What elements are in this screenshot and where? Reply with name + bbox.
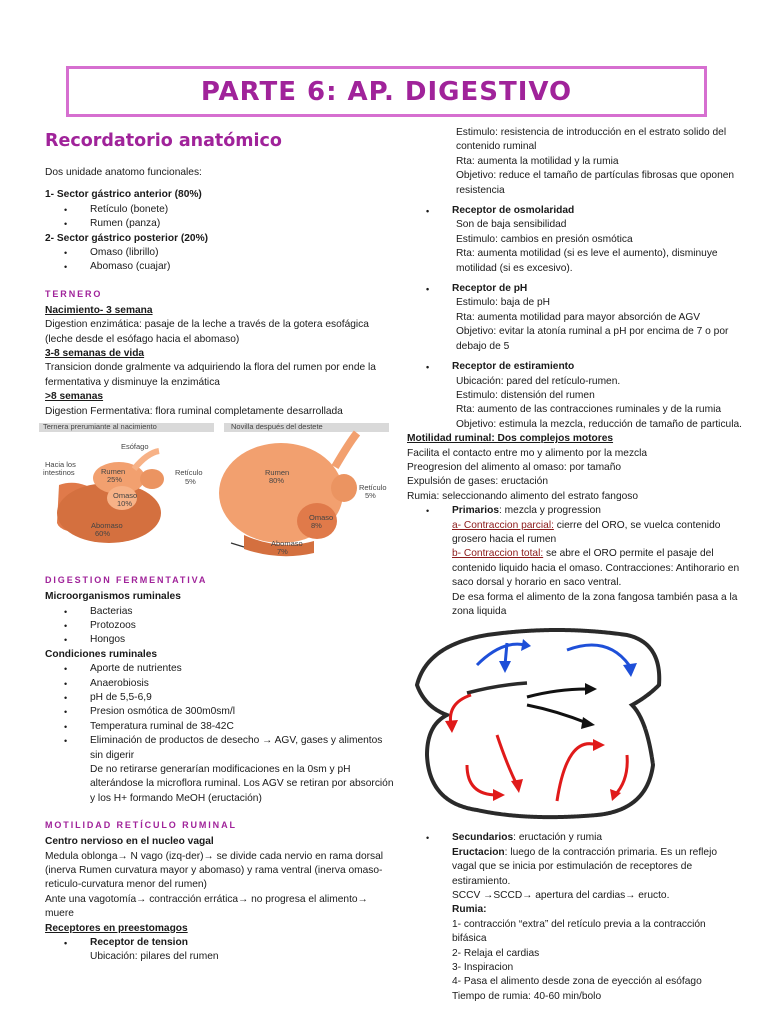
osmo-line: Estimulo: cambios en presión osmótica bbox=[456, 233, 633, 245]
rumia-line: 1- contracción “extra” del retículo previa a la contracción bifásica bbox=[452, 918, 706, 945]
centro-title: Centro nervioso en el nucleo vagal bbox=[45, 836, 214, 848]
rumia-line: Tiempo de rumia: 40-60 min/bolo bbox=[452, 990, 602, 1002]
figure-caption-left: Ternera prerumiante al nacimiento bbox=[43, 422, 157, 432]
figure-label: 60% bbox=[95, 529, 111, 539]
eructacion-label: Eructacion bbox=[452, 846, 505, 858]
list-item: • Receptor de tension bbox=[45, 936, 395, 950]
list-item: • Hongos bbox=[45, 633, 395, 647]
rumia-line: 3- Inspiracion bbox=[452, 962, 514, 974]
list-item: • Temperatura ruminal de 38-42C bbox=[45, 720, 395, 734]
primarios-label: Primarios bbox=[452, 505, 499, 517]
dig-ferm-heading: DIGESTION FERMENTATIVA bbox=[45, 575, 208, 586]
list-item: • Rumen (panza) bbox=[45, 217, 395, 231]
list-item: • Eliminación de productos de desecho → AGV, gases y alimentos sin digerir bbox=[45, 734, 395, 763]
ph-line: Rta: aumenta motilidad para mayor absorción de AGV bbox=[456, 311, 701, 323]
section-heading: Recordatorio anatómico bbox=[45, 131, 282, 151]
list-item: • Aporte de nutrientes bbox=[45, 662, 395, 676]
list-item: • Bacterias bbox=[45, 605, 395, 619]
primarios-list bbox=[407, 504, 742, 518]
title-box bbox=[66, 66, 707, 117]
list-item: • Omaso (librillo) bbox=[45, 246, 395, 260]
sector2-title: 2- Sector gástrico posterior (20%) bbox=[45, 232, 209, 244]
secundarios-list bbox=[407, 831, 742, 845]
contraccion-b-2: De esa forma el alimento de la zona fangosa también pasa a la zona liquida bbox=[452, 591, 738, 617]
list-item: • Abomaso (cuajar) bbox=[45, 260, 395, 274]
contraccion-a-label: a- Contraccion parcial: bbox=[452, 519, 554, 531]
motilidad-heading: MOTILIDAD RETÍCULO RUMINAL bbox=[45, 820, 237, 831]
figure-label: Rumen bbox=[265, 468, 290, 478]
figure-label: Abomaso bbox=[271, 539, 303, 549]
motil-line: Rumia: seleccionando alimento del estrato fangoso bbox=[407, 490, 639, 502]
cond-list bbox=[45, 662, 395, 763]
figure-label: 5% bbox=[185, 477, 196, 487]
tension-line: Objetivo: reduce el tamaño de partículas fibrosas que oponen resistencia bbox=[456, 170, 735, 196]
list-item: • Presion osmótica de 300m0sm/l bbox=[45, 705, 395, 719]
micro-title: Microorganismos ruminales bbox=[45, 591, 181, 603]
sector1-list bbox=[45, 203, 395, 232]
medula-text: Medula oblonga→ N vago (izq-der)→ se divide cada nervio en rama dorsal (inerva Rumen curvatura mayor y abomaso) y rama ventral (inerva omaso-reticulo-curvatura menor del rumen) bbox=[45, 850, 384, 891]
list-item: • Receptor de estiramiento bbox=[407, 360, 742, 374]
mas8-text: Digestion Fermentativa: flora ruminal completamente desarrollada bbox=[45, 405, 343, 417]
figure-label: Retículo bbox=[359, 483, 387, 493]
eructacion-text bbox=[407, 846, 742, 889]
micro-list bbox=[45, 605, 395, 648]
figure-label: Retículo bbox=[175, 468, 203, 478]
secundarios-rest: : eructación y rumia bbox=[513, 832, 603, 844]
figure-label: Omaso bbox=[113, 491, 138, 501]
figure-label: intestinos bbox=[43, 468, 75, 478]
estir-line: Estimulo: distensión del rumen bbox=[456, 389, 595, 401]
list-item: • Protozoos bbox=[45, 619, 395, 633]
estir-line: Ubicación: pared del retículo-rumen. bbox=[456, 375, 621, 387]
motil-line: Preogresion del alimento al omaso: por tamaño bbox=[407, 461, 622, 473]
ph-list bbox=[407, 282, 742, 296]
stomach-figure bbox=[39, 423, 389, 563]
semanas-title: 3-8 semanas de vida bbox=[45, 348, 145, 360]
page-title: PARTE 6: AP. DIGESTIVO bbox=[200, 76, 573, 107]
osmo-line: Rta: aumenta motilidad (si es leve el aumento), disminuye motilidad (si es excesivo). bbox=[456, 248, 718, 274]
list-item: • Receptor de pH bbox=[407, 282, 742, 296]
contraccion-a-text: cierre del ORO, se vuelca contenido grosero hacia el rumen bbox=[452, 519, 721, 545]
motil-line: Expulsión de gases: eructación bbox=[407, 476, 549, 488]
figure-label: 10% bbox=[117, 499, 133, 509]
figure-label: 80% bbox=[269, 476, 285, 486]
tension-line: Estimulo: resistencia de introducción en el estrato solido del contenido ruminal bbox=[456, 127, 727, 153]
figure-label: Hacia los bbox=[45, 460, 76, 470]
secundarios-label: Secundarios bbox=[452, 832, 514, 844]
figure-caption-right: Novilla después del destete bbox=[231, 422, 323, 432]
list-item: • Anaerobiosis bbox=[45, 677, 395, 691]
list-item bbox=[407, 831, 742, 845]
rumia-line: 4- Pasa el alimento desde zona de eyección al esófago bbox=[452, 976, 702, 988]
right-column bbox=[407, 126, 742, 1004]
elim-more: De no retirarse generarían modificaciones en la 0sm y pH alterándose la microflora ruminal. Los AGV se retiran por absorción y los H+ formando MeOH (eructación) bbox=[90, 763, 394, 804]
contraccion-b-text: se abre el ORO permite el pasaje del contenido liquido hacia el omaso. Contracciones: Antihorario en saco dorsal y horario en saco ventral. bbox=[452, 548, 740, 589]
ph-line: Objetivo: evitar la atonía ruminal a pH por encima de 7 o por debajo de 5 bbox=[456, 326, 729, 352]
osmo-line: Son de baja sensibilidad bbox=[456, 219, 567, 231]
osmo-list bbox=[407, 204, 742, 218]
stomach-illustration bbox=[39, 423, 389, 563]
receptores-title: Receptores en preestomagos bbox=[45, 922, 188, 934]
primarios-rest: : mezcla y progression bbox=[499, 505, 601, 517]
intro-text: Dos unidade anatomo funcionales: bbox=[45, 167, 202, 178]
list-item: • pH de 5,5-6,9 bbox=[45, 691, 395, 705]
motil-line: Facilita el contacto entre mo y alimento por la mezcla bbox=[407, 447, 648, 459]
mas8-title: >8 semanas bbox=[45, 391, 104, 403]
contraction-diagram bbox=[407, 625, 677, 825]
rumen-contraction-illustration bbox=[407, 625, 677, 825]
eructacion-rest: : luego de la contracción primaria. Es un reflejo vagal que se inicia por estimulación de receptores de estiramiento. bbox=[452, 846, 718, 887]
sccv-text: SCCV →SCCD→ apertura del cardias→ eructo. bbox=[452, 890, 670, 902]
semanas-text: Transicion donde gralmente va adquiriendo la flora del rumen por ende la fermentativa y disminuye la enzimática bbox=[45, 362, 376, 388]
contraccion-b bbox=[407, 547, 742, 590]
list-item: • Retículo (bonete) bbox=[45, 203, 395, 217]
nacimiento-text: Digestion enzimática: pasaje de la leche a través de la gotera esofágica (leche desde el esófago hacia el abomaso) bbox=[45, 319, 369, 345]
figure-label: 5% bbox=[365, 491, 376, 501]
tension-line: Rta: aumenta la motilidad y la rumia bbox=[456, 155, 619, 167]
sector2-list bbox=[45, 246, 395, 275]
left-column bbox=[45, 128, 395, 965]
contraccion-b-label: b- Contraccion total: bbox=[452, 548, 544, 560]
ph-line: Estimulo: baja de pH bbox=[456, 297, 551, 309]
contraccion-a bbox=[407, 519, 742, 548]
rumia-label: Rumia: bbox=[452, 904, 487, 916]
figure-label: 8% bbox=[311, 521, 322, 531]
list-item bbox=[407, 504, 742, 518]
sector1-title: 1- Sector gástrico anterior (80%) bbox=[45, 189, 202, 201]
ubicacion-text: Ubicación: pilares del rumen bbox=[90, 951, 219, 963]
estir-list bbox=[407, 360, 742, 374]
rumia-line: 2- Relaja el cardias bbox=[452, 947, 540, 959]
motilidad-title: Motilidad ruminal: Dos complejos motores bbox=[407, 433, 614, 445]
estir-line: Objetivo: estimula la mezcla, reducción de tamaño de particula. bbox=[456, 418, 742, 430]
vagotomia-text: Ante una vagotomía→ contracción errática→ no progresa el alimento→ muere bbox=[45, 893, 368, 920]
estir-line: Rta: aumento de las contracciones ruminales y de la rumia bbox=[456, 404, 722, 416]
figure-label: Esófago bbox=[121, 442, 149, 452]
figure-label: Omaso bbox=[309, 513, 334, 523]
figure-label: Abomaso bbox=[91, 521, 123, 531]
nacimiento-title: Nacimiento- 3 semana bbox=[45, 304, 153, 316]
list-item: • Receptor de osmolaridad bbox=[407, 204, 742, 218]
receptores-list bbox=[45, 936, 395, 950]
figure-label: 25% bbox=[107, 475, 123, 485]
figure-label: 7% bbox=[277, 547, 288, 557]
ternero-heading: TERNERO bbox=[45, 288, 103, 299]
cond-title: Condiciones ruminales bbox=[45, 648, 158, 660]
figure-label: Rumen bbox=[101, 467, 126, 477]
